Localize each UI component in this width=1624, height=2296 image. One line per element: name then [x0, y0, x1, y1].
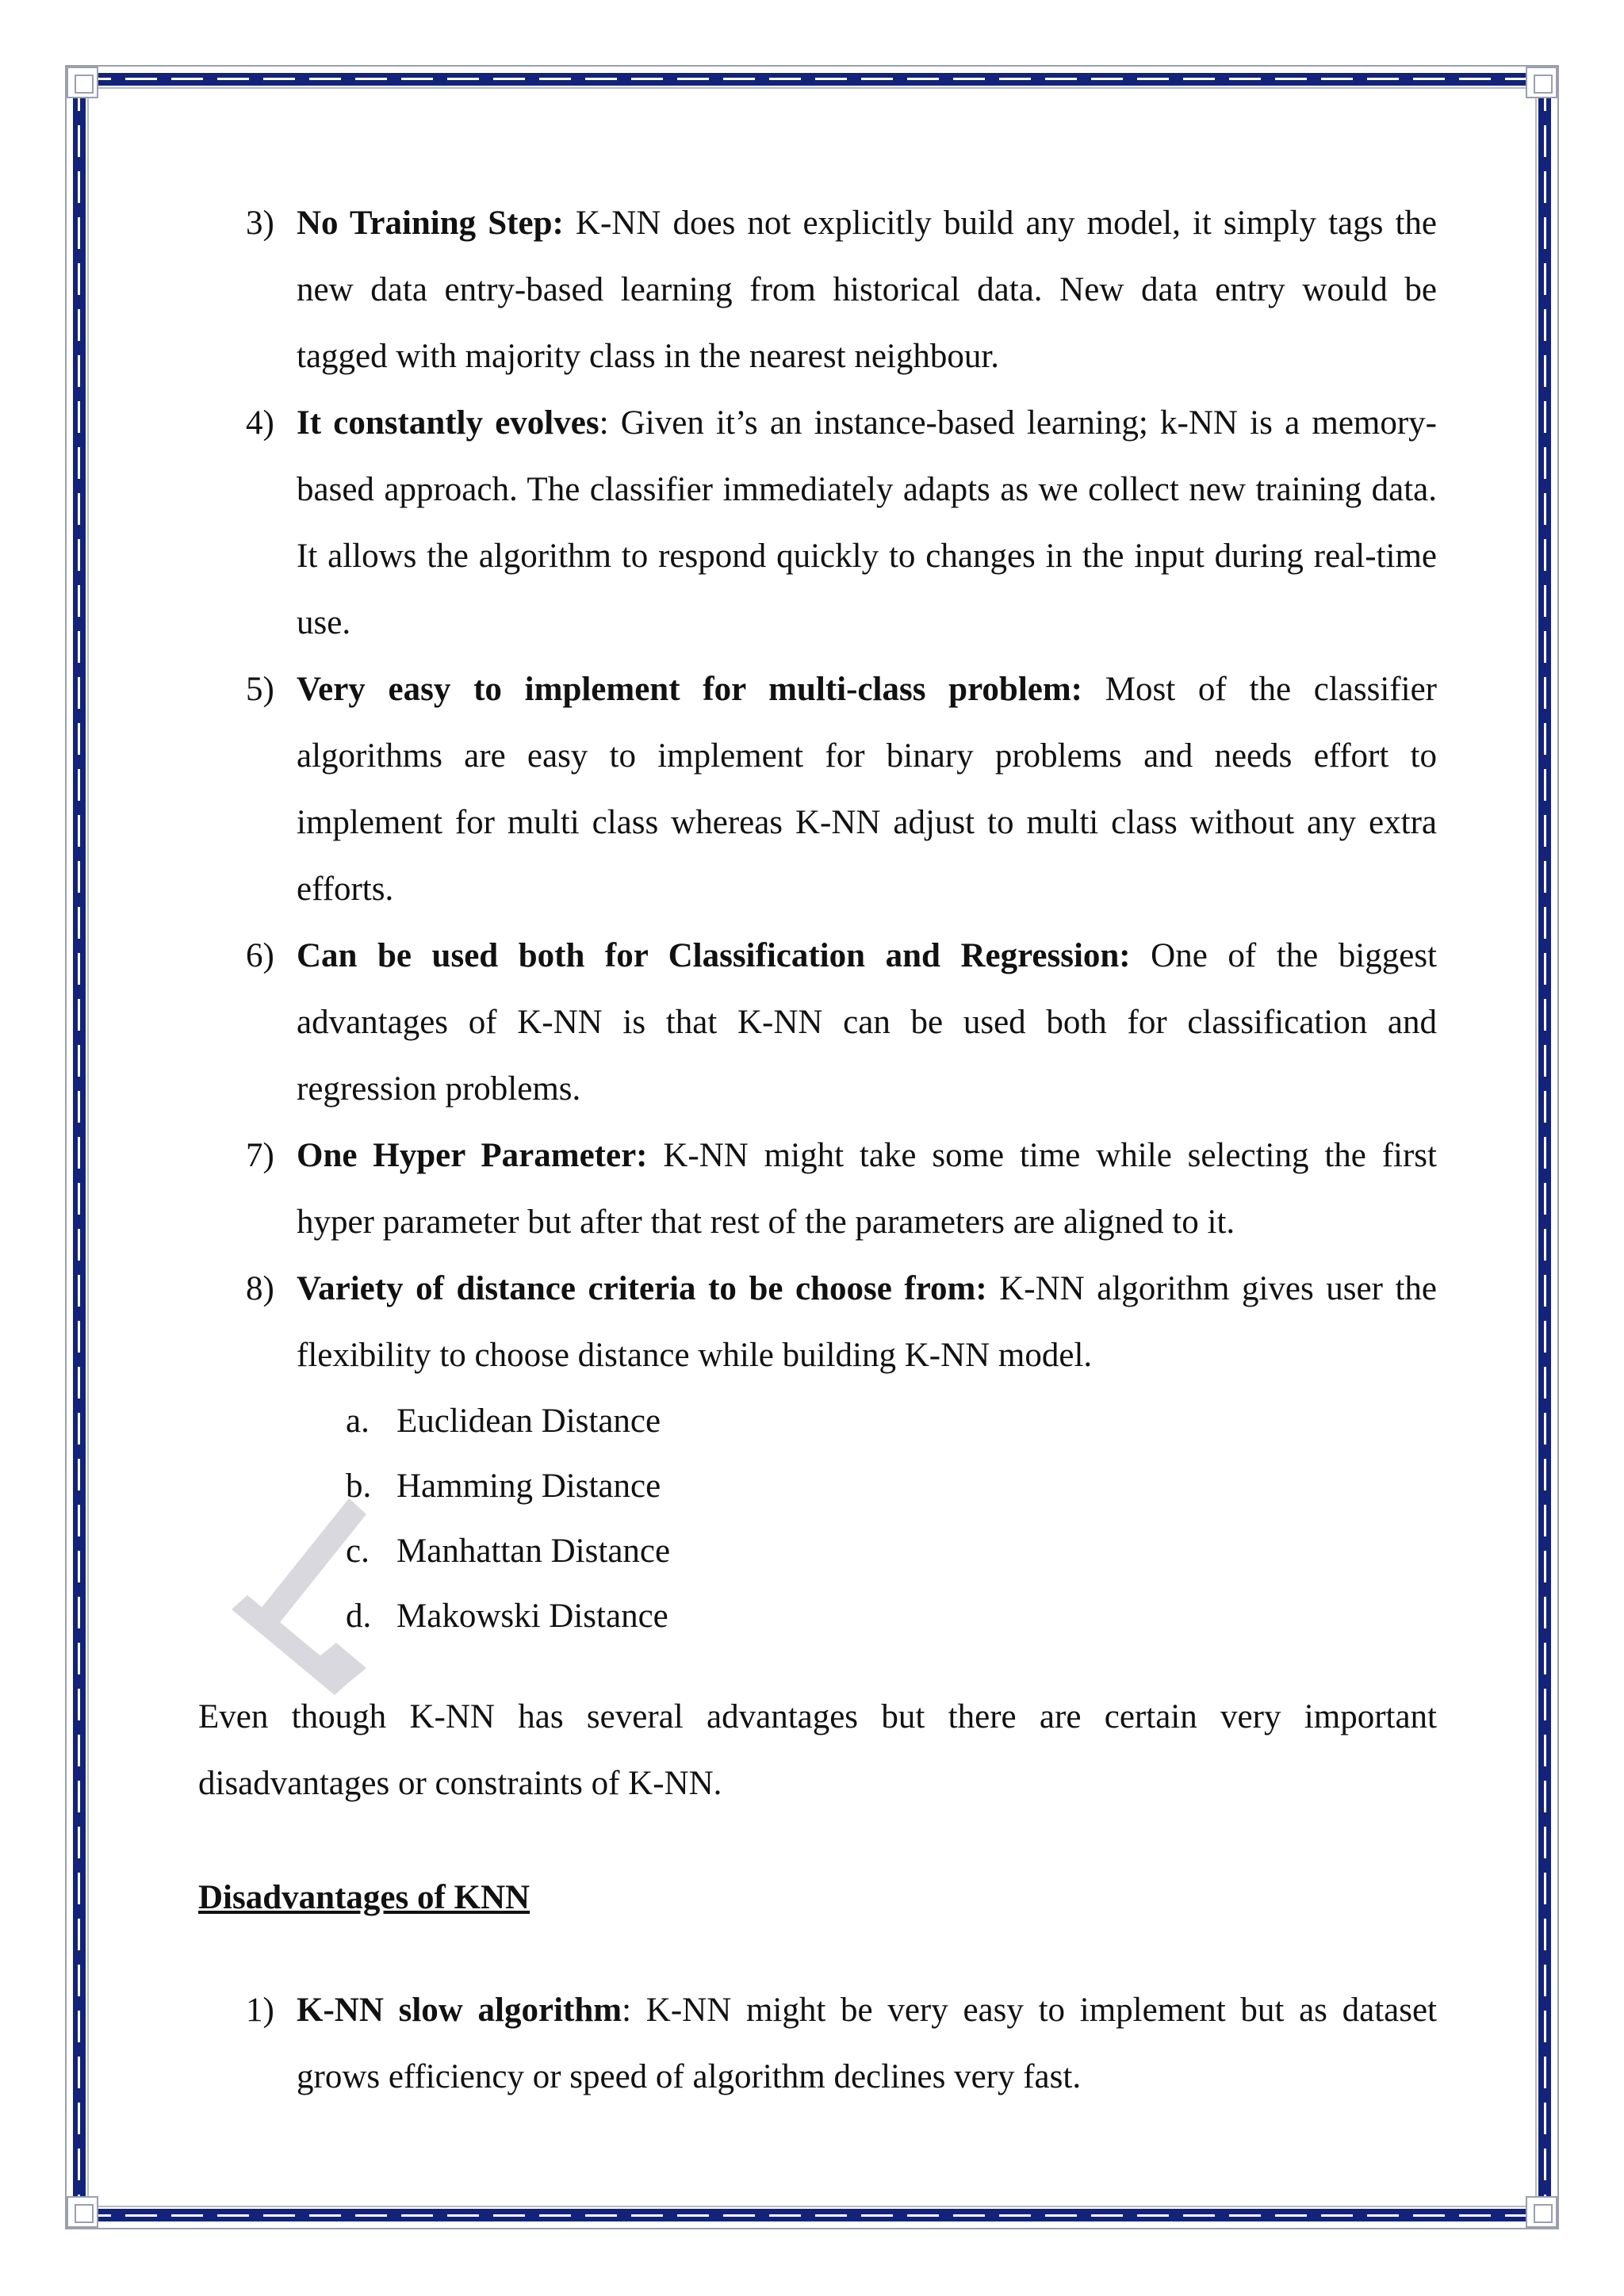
- distance-list-item: [198, 1519, 1437, 1584]
- distance-name: Manhattan Distance: [396, 1533, 671, 1570]
- advantage-title: One Hyper Parameter:: [297, 1137, 648, 1174]
- advantage-item-3: [198, 190, 1437, 390]
- list-number: 6): [246, 937, 274, 974]
- corner-ornament-top-left: [67, 67, 98, 98]
- advantage-text: One of the biggest advantages of K-NN is that K-NN can be used both for classification and regression problems.: [297, 937, 1438, 1108]
- advantage-item-6: [198, 923, 1437, 1123]
- disadvantage-item-1: [198, 1977, 1437, 2110]
- list-number: 3): [246, 205, 274, 242]
- advantage-text: K-NN algorithm gives user the flexibility to choose distance while building K-NN model.: [297, 1270, 1437, 1374]
- border-dash-bottom: [79, 2214, 1545, 2217]
- advantage-item-5: [198, 656, 1437, 923]
- document-body: [198, 190, 1437, 2110]
- advantage-title: Variety of distance criteria to be choose from:: [297, 1270, 987, 1307]
- advantage-title: It constantly evolves: [297, 404, 599, 442]
- distance-list-item: [198, 1584, 1437, 1649]
- list-number: 4): [246, 404, 274, 442]
- distance-name: Hamming Distance: [396, 1468, 661, 1505]
- spacer: [198, 1931, 1437, 1977]
- distance-name: Euclidean Distance: [396, 1402, 661, 1440]
- disadvantage-title: K-NN slow algorithm: [297, 1992, 622, 2029]
- advantage-item-7: [198, 1123, 1437, 1256]
- border-dash-right: [1544, 79, 1546, 2217]
- border-dash-top: [79, 78, 1545, 80]
- advantage-title: No Training Step:: [297, 205, 564, 242]
- list-letter: a.: [346, 1402, 370, 1440]
- corner-ornament-bottom-left: [67, 2196, 98, 2228]
- corner-ornament-top-right: [1526, 67, 1557, 98]
- disadvantage-text: : K-NN might be very easy to implement but as dataset grows efficiency or speed of algorithm declines very fast.: [297, 1992, 1437, 2095]
- advantage-text: : Given it’s an instance-based learning; k-NN is a memory-based approach. The classifier immediately adapts as we collect new training data. It allows the algorithm to respond quickly to changes in the input during real-time use.: [297, 404, 1437, 641]
- advantage-text: K-NN might take some time while selecting the first hyper parameter but after that rest of the parameters are aligned to it.: [297, 1137, 1437, 1241]
- border-dash-left: [78, 79, 80, 2217]
- corner-ornament-bottom-right: [1526, 2196, 1557, 2228]
- advantage-title: Very easy to implement for multi-class problem:: [297, 671, 1082, 708]
- advantage-text: K-NN does not explicitly build any model, it simply tags the new data entry-based learning from historical data. New data entry would be tagged with majority class in the nearest neighbour.: [297, 205, 1437, 375]
- list-letter: d.: [346, 1598, 372, 1635]
- advantage-text: Most of the classifier algorithms are easy to implement for binary problems and needs effort to implement for multi class whereas K-NN adjust to multi class without any extra efforts.: [297, 671, 1437, 908]
- list-number: 8): [246, 1270, 274, 1307]
- distance-list-item: [198, 1454, 1437, 1519]
- advantage-item-4: [198, 390, 1437, 656]
- disadvantages-heading: Disadvantages of KNN: [198, 1879, 530, 1916]
- list-letter: b.: [346, 1468, 372, 1505]
- advantage-title: Can be used both for Classification and Regression:: [297, 937, 1131, 974]
- list-number: 7): [246, 1137, 274, 1174]
- distance-list-item: [198, 1389, 1437, 1454]
- distance-name: Makowski Distance: [396, 1598, 668, 1635]
- advantage-item-8: [198, 1256, 1437, 1389]
- list-number: 5): [246, 671, 274, 708]
- summary-paragraph: Even though K-NN has several advantages but there are certain very important disadvantages or constraints of K-NN.: [198, 1698, 1437, 1802]
- list-letter: c.: [346, 1533, 370, 1570]
- list-number: 1): [246, 1992, 274, 2029]
